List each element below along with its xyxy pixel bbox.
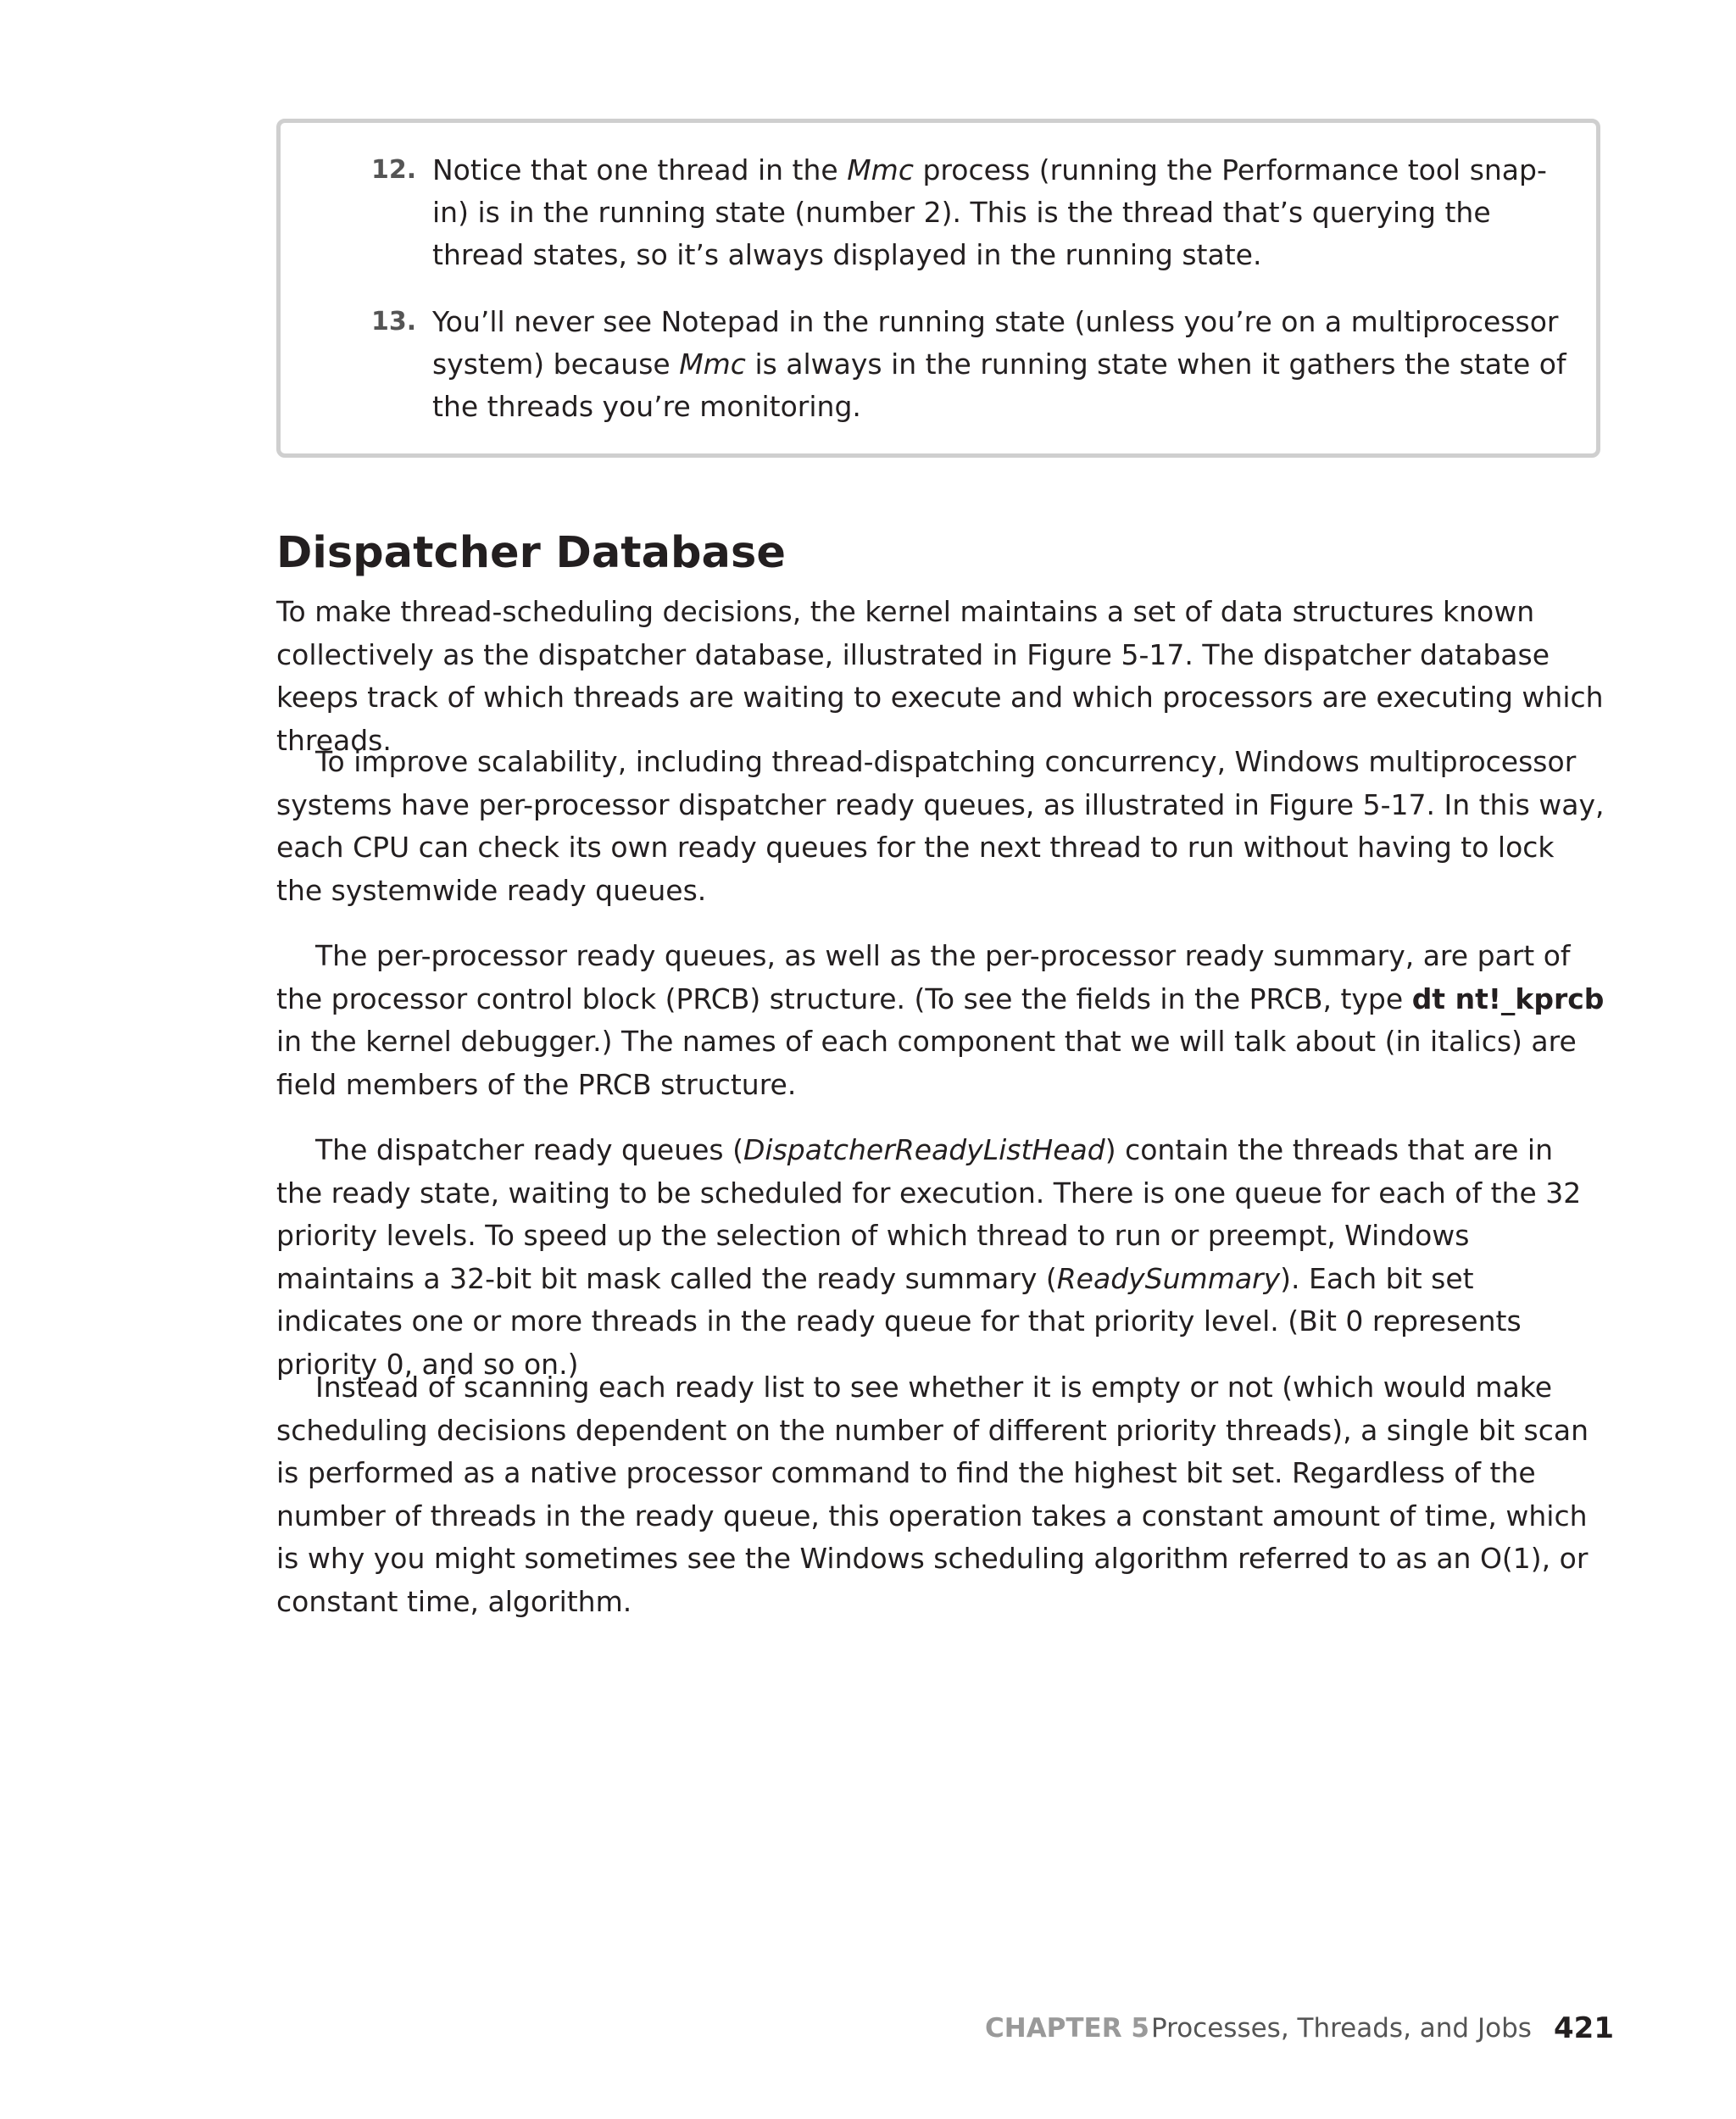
step-12 [371,149,1577,276]
paragraph-5 [276,1366,1607,1623]
paragraph-3 [276,935,1607,1106]
paragraph-4 [276,1129,1607,1386]
step-number: 12. [371,155,417,185]
field-name: DispatcherReadyListHead [743,1133,1105,1166]
step-text: You’ll never see Notepad in the running state (unless you’re on a multiprocessor system) because [432,305,1559,381]
section-heading: Dispatcher Database [276,528,786,578]
paragraph-text: ) contain the threads that are in the ready state, waiting to be scheduled for execution. There is one queue for each of the 32 priority levels. To speed up the selection of which thread to run or preempt, Windows maintains a 32-bit bit mask called the ready summary ( [276,1133,1582,1295]
step-text-italic: Mmc [679,348,746,381]
paragraph-text: ). Each bit set indicates one or more threads in the ready queue for that priority level. (Bit 0 represents priority 0, and so on.) [276,1261,1522,1381]
page-number: 421 [1554,2011,1614,2045]
footer-chapter: CHAPTER 5 [985,2013,1149,2044]
paragraph-text: Instead of scanning each ready list to see whether it is empty or not (which would make scheduling decisions dependent on the number of different priority threads), a single bit scan is performed as a native processor command to find the highest bit set. Regardless of the number of threads in the ready queue, this operation takes a constant amount of time, which is why you might sometimes see the Windows scheduling algorithm referred to as an O(1), or constant time, algorithm. [276,1371,1589,1618]
paragraph-2 [276,741,1607,912]
paragraph-1: To make thread-scheduling decisions, the kernel maintains a set of data structures known collectively as the dispatcher database, illustrated in Figure 5-17. The dispatcher database keeps track of which threads are waiting to execute and which processors are executing which threads. [276,595,1604,757]
step-text: process (running the Performance tool snap-in) is in the running state (number 2). This is the thread that’s querying the thread states, so it’s always displayed in the running state. [432,153,1547,271]
debugger-command: dt nt!_kprcb [1411,982,1605,1015]
step-text: is always in the running state when it gathers the state of the threads you’re monitoring. [432,348,1566,423]
paragraph-text: The per-processor ready queues, as well as the per-processor ready summary, are part of the processor control block (PRCB) structure. (To see the fields in the PRCB, type [276,939,1571,1015]
field-name: ReadySummary [1056,1261,1281,1295]
paragraph-text: The dispatcher ready queues ( [315,1133,743,1166]
footer-title: Processes, Threads, and Jobs [1151,2013,1532,2044]
step-number: 13. [371,307,417,336]
paragraph-text: in the kernel debugger.) The names of each component that we will talk about (in italics) are field members of the PRCB structure. [276,1025,1577,1101]
step-text: Notice that one thread in the [432,153,848,186]
step-13 [371,301,1577,428]
step-text-italic: Mmc [847,153,914,186]
paragraph-text: To improve scalability, including thread-dispatching concurrency, Windows multiprocessor systems have per-processor dispatcher ready queues, as illustrated in Figure 5-17. In this way, each CPU can check its own ready queues for the next thread to run without having to lock the systemwide ready queues. [276,745,1605,907]
